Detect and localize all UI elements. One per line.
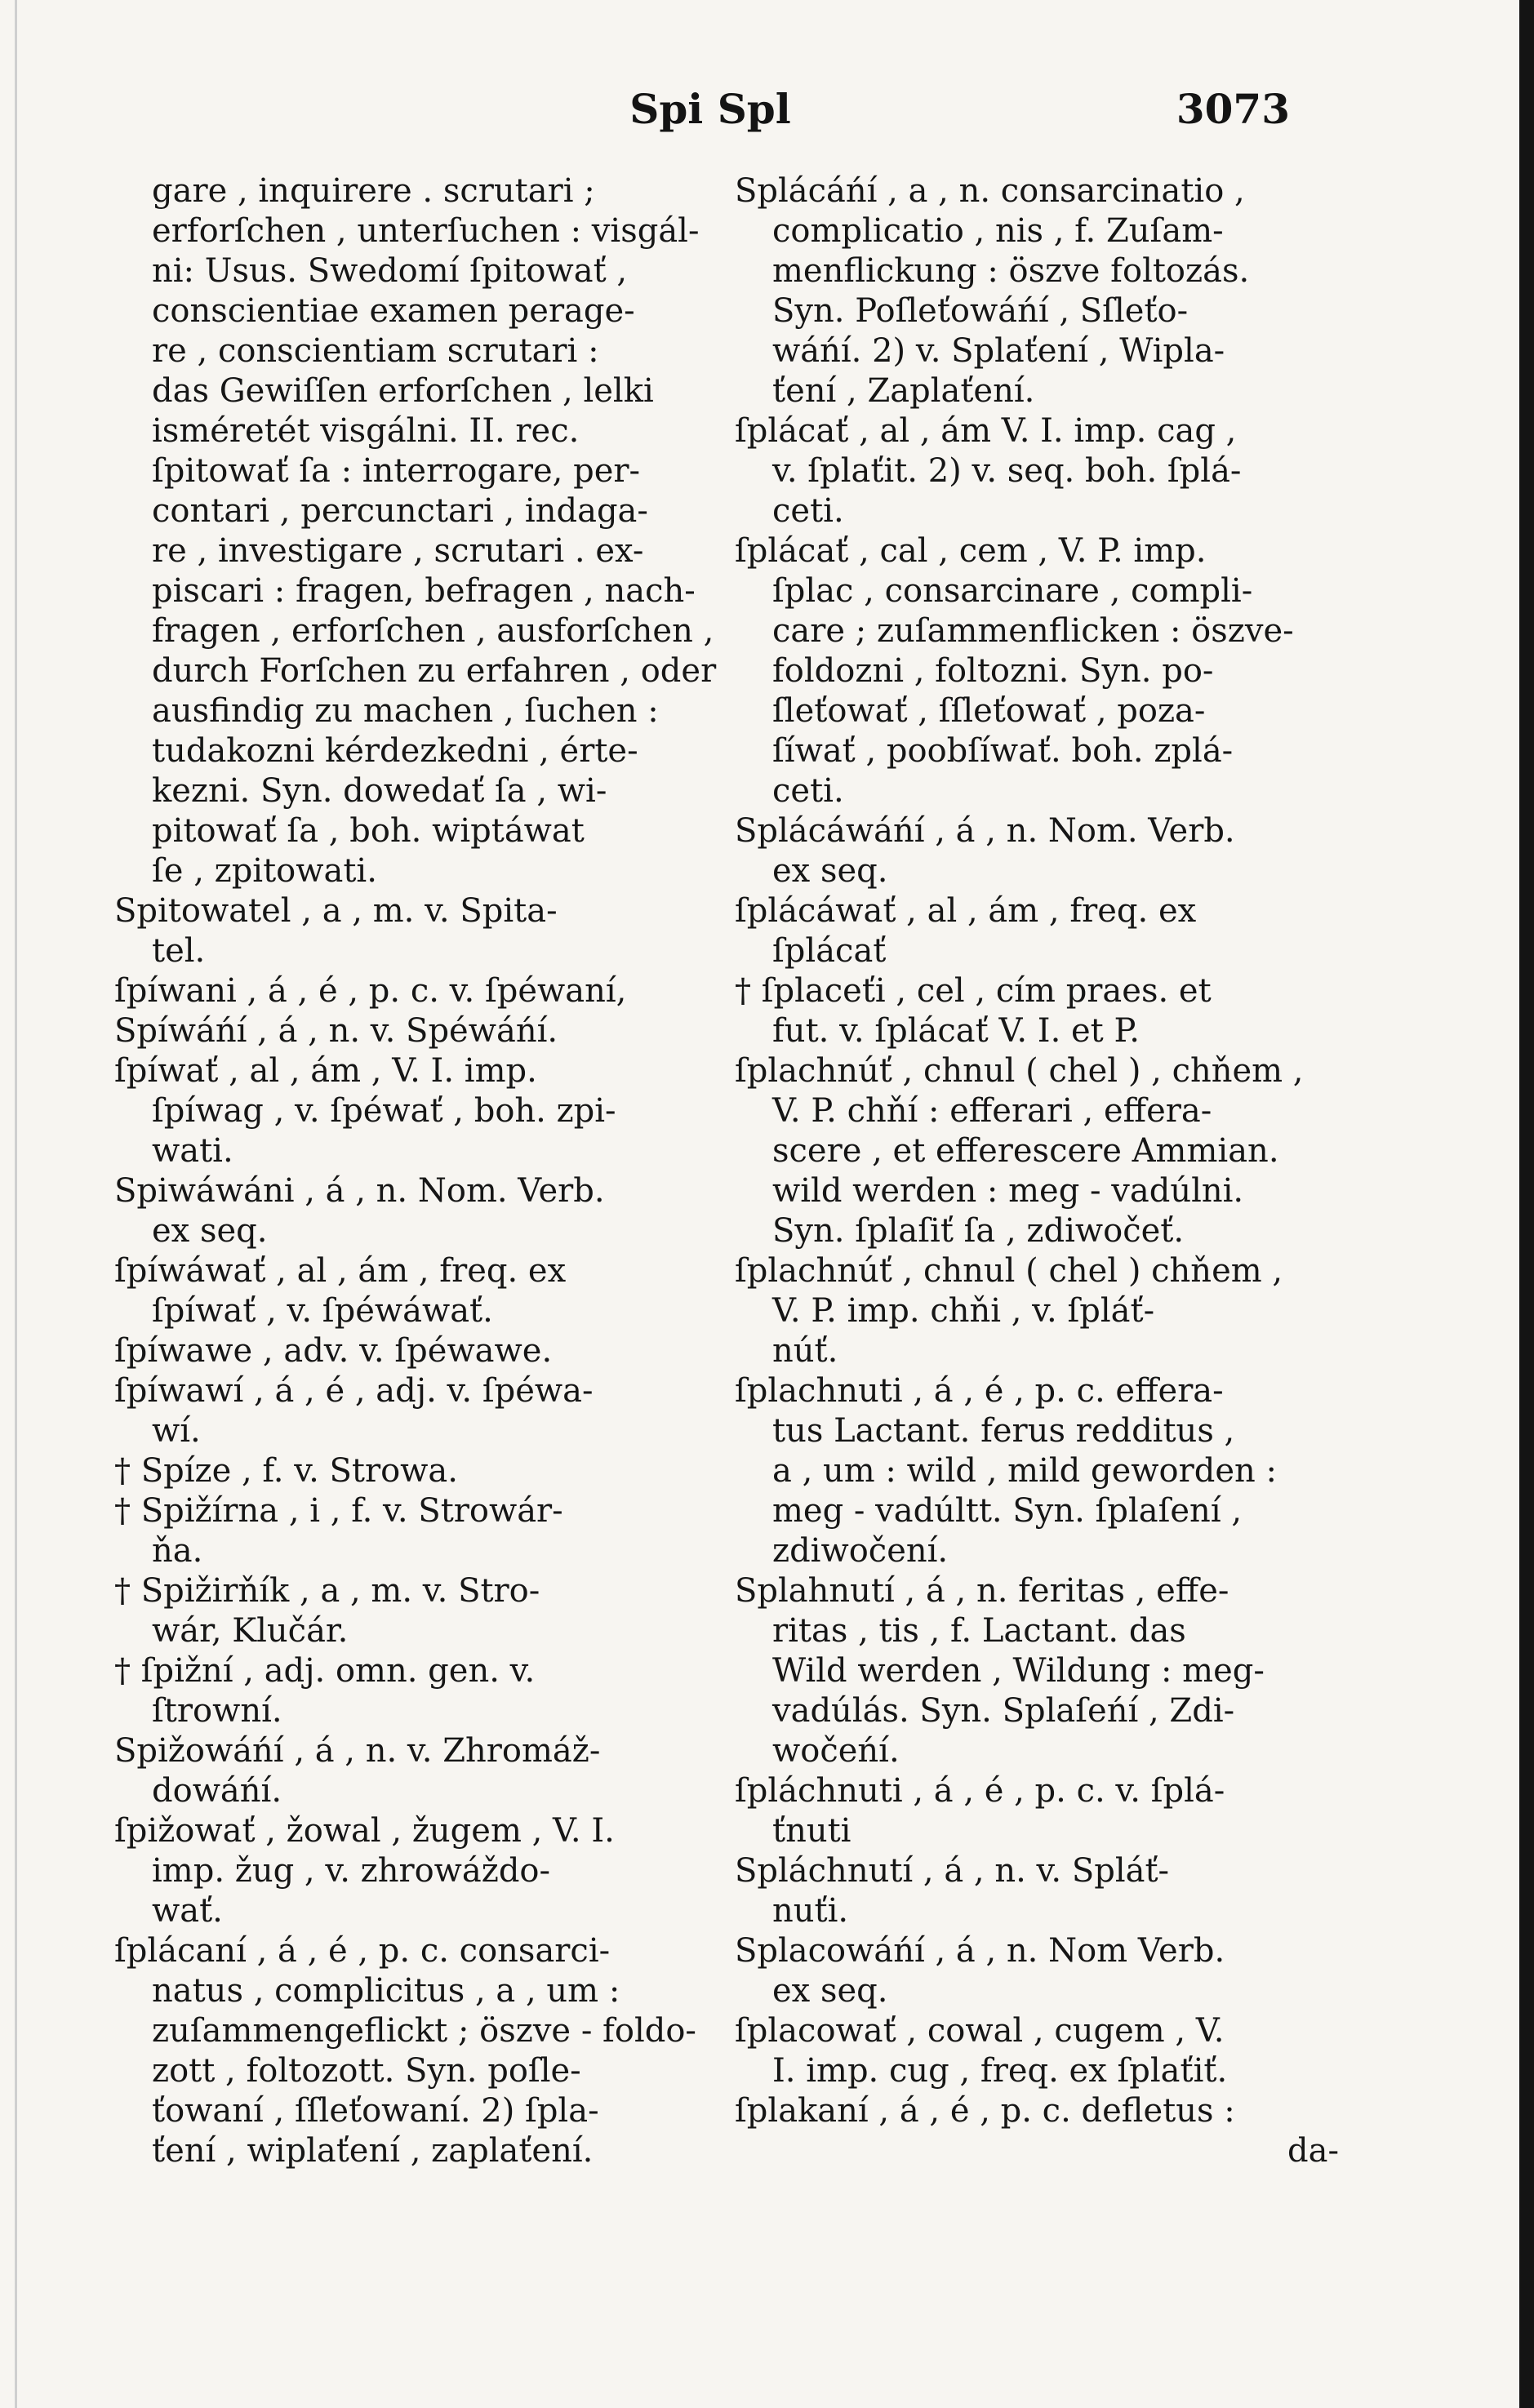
dictionary-line: ſpíwať , al , ám , V. I. imp. (114, 1052, 537, 1090)
left-column (114, 171, 735, 2261)
dictionary-line: erforſchen , unterſuchen : visgál- (152, 212, 700, 250)
dictionary-line: † ſplaceťi , cel , cím praes. et (735, 972, 1212, 1010)
dictionary-line: ſpíwag , v. ſpéwať , boh. zpi- (152, 1092, 616, 1130)
dictionary-line: ſpižowať , žowal , žugem , V. I. (114, 1812, 615, 1850)
dictionary-line: ťení , wiplaťení , zaplaťení. (152, 2132, 594, 2170)
dictionary-line: zuſammengeflickt ; öszve - foldo- (152, 2012, 696, 2050)
dictionary-line: meg - vadúltt. Syn. ſplaſení , (772, 1492, 1243, 1530)
running-head: Spi Spl (629, 85, 791, 133)
dictionary-line: ceti. (772, 492, 844, 530)
dictionary-line: ſpláchnuti , á , é , p. c. v. ſplá- (735, 1772, 1225, 1810)
dictionary-line: † Spižírna , i , f. v. Strowár- (114, 1492, 563, 1530)
dictionary-line: Splacowáńí , á , n. Nom Verb. (735, 1932, 1225, 1970)
dictionary-line: ſplac , consarcinare , compli- (772, 572, 1253, 610)
dictionary-line: isméretét visgálni. II. rec. (152, 412, 580, 450)
dictionary-line: Spláchnutí , á , n. v. Spláť- (735, 1852, 1170, 1890)
dictionary-line: piscari : fragen, befragen , nach- (152, 572, 696, 610)
dictionary-line: pitowať ſa , boh. wiptáwat (152, 812, 585, 850)
dictionary-line: ťowaní , ſſleťowaní. 2) ſpla- (152, 2092, 599, 2130)
page-right-edge (1519, 0, 1534, 2408)
dictionary-line: wild werden : meg - vadúlni. (772, 1172, 1244, 1210)
dictionary-line: ſplácáwať , al , ám , freq. ex (735, 892, 1197, 930)
dictionary-line: Wild werden , Wildung : meg- (772, 1652, 1265, 1690)
page-left-edge (15, 0, 17, 2408)
dictionary-line: ni: Usus. Swedomí ſpitowať , (152, 252, 628, 290)
dictionary-line: ťnuti (772, 1812, 851, 1850)
dictionary-line: imp. žug , v. zhrowáždo- (152, 1852, 551, 1890)
dictionary-line: ťení , Zaplaťení. (772, 372, 1035, 410)
dictionary-line: wati. (152, 1132, 233, 1170)
dictionary-line: ritas , tis , f. Lactant. das (772, 1612, 1186, 1650)
dictionary-line: ſpíwať , v. ſpéwáwať. (152, 1292, 493, 1330)
dictionary-line: wať. (152, 1892, 223, 1930)
dictionary-line: wí. (152, 1412, 201, 1450)
dictionary-line: ſtrowní. (152, 1692, 282, 1730)
dictionary-line: ſpíwáwať , al , ám , freq. ex (114, 1252, 567, 1290)
dictionary-line: V. P. chňí : efferari , effera- (772, 1092, 1212, 1130)
dictionary-line: † Spíze , f. v. Strowa. (114, 1452, 458, 1490)
dictionary-line: fut. v. ſplácať V. I. et P. (772, 1012, 1140, 1050)
dictionary-line: menflickung : öszve foltozás. (772, 252, 1250, 290)
dictionary-line: Spižowáńí , á , n. v. Zhromáž- (114, 1732, 601, 1770)
dictionary-line: re , investigare , scrutari . ex- (152, 532, 644, 570)
dictionary-line: ſplachnúť , chnul ( chel ) chňem , (735, 1252, 1283, 1290)
dictionary-line: † ſpižní , adj. omn. gen. v. (114, 1652, 536, 1690)
dictionary-line: ex seq. (152, 1212, 268, 1250)
dictionary-line: núť. (772, 1332, 838, 1370)
dictionary-line: ſplacowať , cowal , cugem , V. (735, 2012, 1225, 2050)
dictionary-line: zott , foltozott. Syn. poſle- (152, 2052, 581, 2090)
dictionary-line: I. imp. cug , freq. ex ſplaťiť. (772, 2052, 1228, 2090)
dictionary-line: tus Lactant. ferus redditus , (772, 1412, 1235, 1450)
dictionary-line: tel. (152, 932, 206, 970)
dictionary-line: wáńí. 2) v. Splaťení , Wipla- (772, 332, 1225, 370)
dictionary-line: dowáńí. (152, 1772, 282, 1810)
dictionary-line: ſpitowať ſa : interrogare, per- (152, 452, 641, 490)
dictionary-line: conscientiae examen perage- (152, 292, 635, 330)
dictionary-line: ex seq. (772, 852, 888, 890)
dictionary-line: ſpíwawe , adv. v. ſpéwawe. (114, 1332, 553, 1370)
right-column (735, 171, 1355, 2261)
dictionary-line: natus , complicitus , a , um : (152, 1972, 620, 2010)
dictionary-line: Splahnutí , á , n. feritas , effe- (735, 1572, 1229, 1610)
dictionary-line: ausfindig zu machen , ſuchen : (152, 692, 659, 730)
dictionary-line: care ; zuſammenflicken : öszve- (772, 612, 1294, 650)
dictionary-line: re , conscientiam scrutari : (152, 332, 599, 370)
dictionary-line: ſpíwani , á , é , p. c. v. ſpéwaní, (114, 972, 627, 1010)
dictionary-line: Spíwáńí , á , n. v. Spéwáńí. (114, 1012, 558, 1050)
dictionary-line: wár, Klučár. (152, 1612, 349, 1650)
dictionary-line: Splácáwáńí , á , n. Nom. Verb. (735, 812, 1235, 850)
dictionary-line: ſplachnúť , chnul ( chel ) , chňem , (735, 1052, 1304, 1090)
page-number: 3073 (1176, 85, 1290, 133)
dictionary-line: V. P. imp. chňi , v. ſpláť- (772, 1292, 1155, 1330)
dictionary-line: Syn. ſplaſiť ſa , zdiwočeť. (772, 1212, 1185, 1250)
dictionary-line: ſleťowať , ſſleťowať , poza- (772, 692, 1206, 730)
dictionary-line: wočeńí. (772, 1732, 900, 1770)
dictionary-line: ňa. (152, 1532, 203, 1570)
dictionary-line: scere , et efferescere Ammian. (772, 1132, 1279, 1170)
dictionary-line: durch Forſchen zu erfahren , oder (152, 652, 717, 690)
dictionary-line: da- (1287, 2132, 1339, 2170)
dictionary-line: complicatio , nis , f. Zuſam- (772, 212, 1224, 250)
dictionary-line: ſe , zpitowati. (152, 852, 377, 890)
dictionary-line: Spitowatel , a , m. v. Spita- (114, 892, 558, 930)
dictionary-line: Spiwáwáni , á , n. Nom. Verb. (114, 1172, 605, 1210)
dictionary-line: ſplachnuti , á , é , p. c. effera- (735, 1372, 1224, 1410)
dictionary-line: ceti. (772, 772, 844, 810)
dictionary-line: ſplácať (772, 932, 887, 970)
dictionary-line: fragen , erforſchen , ausforſchen , (152, 612, 714, 650)
dictionary-line: ſíwať , poobſíwať. boh. zplá- (772, 732, 1234, 770)
dictionary-line: ex seq. (772, 1972, 888, 2010)
dictionary-line: ſplácať , cal , cem , V. P. imp. (735, 532, 1207, 570)
dictionary-line: zdiwočení. (772, 1532, 949, 1570)
dictionary-line: nuťi. (772, 1892, 849, 1930)
dictionary-line: contari , percunctari , indaga- (152, 492, 648, 530)
dictionary-line: ſplácaní , á , é , p. c. consarci- (114, 1932, 611, 1970)
dictionary-line: gare , inquirere . scrutari ; (152, 172, 595, 210)
dictionary-line: foldozni , foltozni. Syn. po- (772, 652, 1214, 690)
page-header (131, 85, 1290, 142)
dictionary-line: das Gewiſſen erforſchen , lelki (152, 372, 654, 410)
dictionary-line: Splácáńí , a , n. consarcinatio , (735, 172, 1245, 210)
dictionary-line: Syn. Poſleťowáńí , Sſleťo- (772, 292, 1189, 330)
dictionary-line: kezni. Syn. dowedať ſa , wi- (152, 772, 607, 810)
dictionary-line: ſplácať , al , ám V. I. imp. cag , (735, 412, 1237, 450)
dictionary-line: a , um : wild , mild geworden : (772, 1452, 1277, 1490)
dictionary-line: tudakozni kérdezkedni , érte- (152, 732, 638, 770)
dictionary-line: † Spižirňík , a , m. v. Stro- (114, 1572, 540, 1610)
dictionary-line: vadúlás. Syn. Splaſeńí , Zdi- (772, 1692, 1235, 1730)
dictionary-line: ſpíwawí , á , é , adj. v. ſpéwa- (114, 1372, 594, 1410)
dictionary-line: v. ſplaťit. 2) v. seq. boh. ſplá- (772, 452, 1242, 490)
dictionary-line: ſplakaní , á , é , p. c. defletus : (735, 2092, 1235, 2130)
